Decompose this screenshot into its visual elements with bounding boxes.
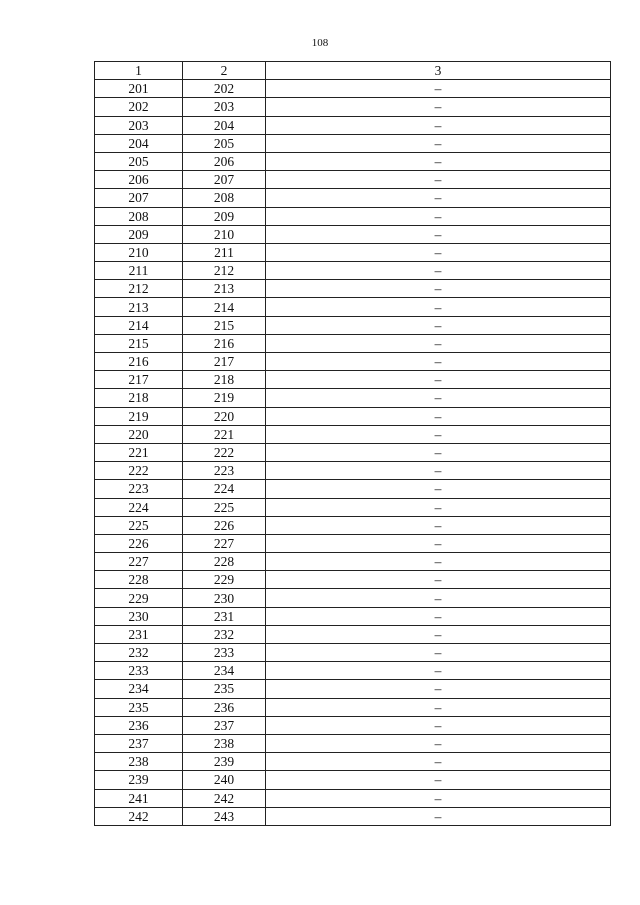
cell-col-3: – [266,225,611,243]
cell-col-1: 226 [95,534,183,552]
table-row [95,443,611,461]
cell-col-3: – [266,171,611,189]
table-row [95,589,611,607]
cell-col-2: 211 [183,243,266,261]
cell-col-1: 209 [95,225,183,243]
cell-col-1: 228 [95,571,183,589]
table-row [95,134,611,152]
cell-col-3: – [266,98,611,116]
cell-col-2: 231 [183,607,266,625]
table-row [95,607,611,625]
cell-col-2: 230 [183,589,266,607]
cell-col-1: 220 [95,425,183,443]
cell-col-1: 207 [95,189,183,207]
cell-col-2: 233 [183,644,266,662]
cell-col-1: 214 [95,316,183,334]
cell-col-2: 202 [183,80,266,98]
cell-col-1: 224 [95,498,183,516]
cell-col-3: – [266,553,611,571]
table-row [95,316,611,334]
cell-col-2: 210 [183,225,266,243]
table-row [95,262,611,280]
cell-col-1: 225 [95,516,183,534]
cell-col-3: – [266,334,611,352]
cell-col-1: 230 [95,607,183,625]
cell-col-2: 222 [183,443,266,461]
cell-col-3: – [266,425,611,443]
cell-col-3: – [266,753,611,771]
cell-col-1: 201 [95,80,183,98]
cell-col-3: – [266,807,611,825]
cell-col-2: 229 [183,571,266,589]
cell-col-3: – [266,680,611,698]
cell-col-3: – [266,353,611,371]
cell-col-3: – [266,516,611,534]
cell-col-2: 219 [183,389,266,407]
cell-col-3: – [266,716,611,734]
table-row [95,171,611,189]
cell-col-1: 221 [95,443,183,461]
cell-col-1: 223 [95,480,183,498]
cell-col-3: – [266,607,611,625]
cell-col-1: 242 [95,807,183,825]
cell-col-3: – [266,571,611,589]
cell-col-1: 239 [95,771,183,789]
table-body [95,80,611,826]
cell-col-2: 227 [183,534,266,552]
cell-col-1: 206 [95,171,183,189]
cell-col-2: 243 [183,807,266,825]
cell-col-1: 208 [95,207,183,225]
cell-col-3: – [266,280,611,298]
table-row [95,389,611,407]
cell-col-1: 232 [95,644,183,662]
cell-col-1: 202 [95,98,183,116]
cell-col-3: – [266,644,611,662]
cell-col-2: 226 [183,516,266,534]
cell-col-1: 213 [95,298,183,316]
cell-col-2: 213 [183,280,266,298]
cell-col-3: – [266,262,611,280]
table-row [95,662,611,680]
cell-col-2: 209 [183,207,266,225]
cell-col-2: 203 [183,98,266,116]
cell-col-2: 216 [183,334,266,352]
cell-col-3: – [266,152,611,170]
cell-col-2: 237 [183,716,266,734]
cell-col-1: 229 [95,589,183,607]
table-row [95,516,611,534]
cell-col-2: 217 [183,353,266,371]
cell-col-1: 222 [95,462,183,480]
table-row [95,698,611,716]
table-row [95,98,611,116]
cell-col-3: – [266,498,611,516]
table-row [95,480,611,498]
table-row [95,734,611,752]
cell-col-1: 227 [95,553,183,571]
table-row [95,280,611,298]
cell-col-3: – [266,371,611,389]
cell-col-2: 240 [183,771,266,789]
cell-col-2: 242 [183,789,266,807]
table-row [95,680,611,698]
table-row [95,80,611,98]
cell-col-1: 241 [95,789,183,807]
cell-col-2: 212 [183,262,266,280]
cell-col-2: 218 [183,371,266,389]
table-row [95,498,611,516]
table-row [95,462,611,480]
cell-col-1: 216 [95,353,183,371]
cell-col-3: – [266,389,611,407]
table-header [95,62,611,80]
page-number: 108 [311,37,329,49]
cell-col-2: 223 [183,462,266,480]
cell-col-3: – [266,480,611,498]
cell-col-1: 218 [95,389,183,407]
cell-col-3: – [266,443,611,461]
table-row [95,789,611,807]
cell-col-1: 235 [95,698,183,716]
header-row [95,62,611,80]
cell-col-1: 233 [95,662,183,680]
cell-col-3: – [266,589,611,607]
cell-col-1: 238 [95,753,183,771]
cell-col-2: 207 [183,171,266,189]
cell-col-3: – [266,734,611,752]
cell-col-1: 215 [95,334,183,352]
cell-col-2: 220 [183,407,266,425]
cell-col-3: – [266,134,611,152]
cell-col-2: 208 [183,189,266,207]
data-table [94,61,611,826]
table-row [95,371,611,389]
table-row [95,207,611,225]
cell-col-1: 236 [95,716,183,734]
column-header-2: 2 [183,62,266,80]
column-header-1: 1 [95,62,183,80]
cell-col-1: 210 [95,243,183,261]
cell-col-1: 219 [95,407,183,425]
cell-col-3: – [266,298,611,316]
table-row [95,807,611,825]
table-row [95,553,611,571]
cell-col-3: – [266,80,611,98]
cell-col-3: – [266,189,611,207]
cell-col-2: 225 [183,498,266,516]
table-row [95,116,611,134]
cell-col-2: 215 [183,316,266,334]
cell-col-1: 231 [95,625,183,643]
cell-col-3: – [266,407,611,425]
cell-col-3: – [266,625,611,643]
cell-col-3: – [266,316,611,334]
cell-col-2: 214 [183,298,266,316]
table-row [95,716,611,734]
cell-col-2: 235 [183,680,266,698]
cell-col-3: – [266,698,611,716]
table-row [95,353,611,371]
table-row [95,534,611,552]
table-row [95,334,611,352]
table-row [95,753,611,771]
table-row [95,225,611,243]
cell-col-2: 236 [183,698,266,716]
table-row [95,407,611,425]
cell-col-1: 212 [95,280,183,298]
cell-col-3: – [266,789,611,807]
table-row [95,189,611,207]
cell-col-2: 206 [183,152,266,170]
cell-col-2: 238 [183,734,266,752]
cell-col-3: – [266,116,611,134]
cell-col-1: 237 [95,734,183,752]
cell-col-3: – [266,462,611,480]
cell-col-2: 228 [183,553,266,571]
cell-col-2: 239 [183,753,266,771]
cell-col-2: 234 [183,662,266,680]
cell-col-2: 224 [183,480,266,498]
cell-col-1: 203 [95,116,183,134]
cell-col-3: – [266,534,611,552]
table-row [95,152,611,170]
cell-col-3: – [266,662,611,680]
cell-col-1: 205 [95,152,183,170]
cell-col-1: 234 [95,680,183,698]
cell-col-3: – [266,243,611,261]
cell-col-1: 217 [95,371,183,389]
cell-col-2: 232 [183,625,266,643]
cell-col-1: 211 [95,262,183,280]
column-header-3: 3 [266,62,611,80]
table-row [95,425,611,443]
table-row [95,243,611,261]
table-row [95,298,611,316]
table-row [95,771,611,789]
cell-col-3: – [266,771,611,789]
cell-col-1: 204 [95,134,183,152]
cell-col-2: 205 [183,134,266,152]
table-row [95,644,611,662]
cell-col-3: – [266,207,611,225]
table-row [95,625,611,643]
cell-col-2: 204 [183,116,266,134]
table-row [95,571,611,589]
cell-col-2: 221 [183,425,266,443]
